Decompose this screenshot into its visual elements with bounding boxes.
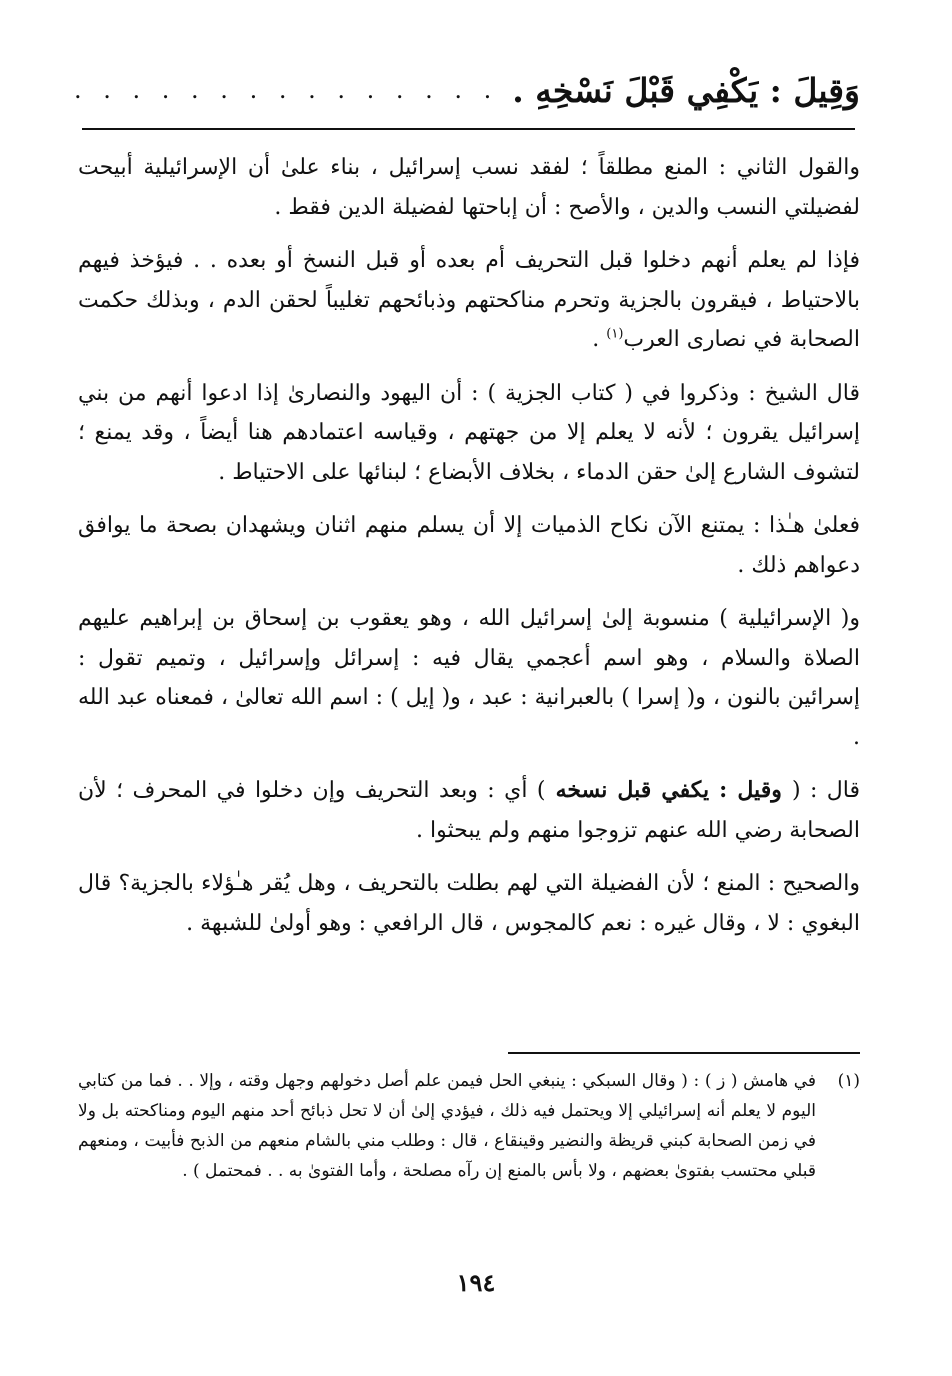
footnote-text: في هامش ( ز ) : ( وقال السبكي : ينبغي الحل فيمن علم أصل دخولهم وجهل وقته ، وإلا . . فما من كتابي اليوم لا يعلم أنه إسرائيلي إلا ويحتمل فيه ذلك ، فيؤدي إلىٰ أن لا تحل ذبائح أحد منهم اليوم ومناكحته بل ولا في زمن الصحابة كبني قريظة والنضير وقينقاع ، قال : وطلب مني بالشام منعهم من الذبح فأبيت ، ومنعهم قبلي محتسب بفتوىٰ بعضهم ، ولا بأس بالمنع إن رآه مصلحة ، وأما الفتوىٰ به . . فمحتمل ) .	[78, 1071, 816, 1181]
paragraph	[78, 241, 860, 360]
header-divider	[82, 128, 855, 130]
main-text	[78, 148, 860, 957]
footnote-reference: (١)	[606, 326, 624, 342]
quoted-matn: وقيل : يكفي قبل نسخه	[545, 777, 792, 803]
quoted-matn-paragraph	[78, 771, 860, 850]
quote-commentary: ) أي : وبعد التحريف وإن دخلوا في المحرف ؛ لأن الصحابة رضي الله عنهم تزوجوا منهم ولم يبحثوا .	[78, 778, 860, 843]
footnote-number: (١)	[837, 1071, 860, 1091]
footnote-divider	[508, 1052, 860, 1054]
paragraph-text: فإذا لم يعلم أنهم دخلوا قبل التحريف أم بعده أو قبل النسخ أو بعده . . فيؤخذ فيهم بالاحتياط ، فيقرون بالجزية وتحرم مناكحتهم وذبائحهم تغليباً لحقن الدم ، وبذلك حكمت الصحابة في نصارى العرب	[78, 248, 860, 352]
page-number: ١٩٤	[456, 1268, 496, 1297]
running-header	[74, 62, 860, 118]
paragraph: فعلىٰ هـٰذا : يمتنع الآن نكاح الذميات إلا أن يسلم منهم اثنان ويشهدان بصحة ما يوافق دعواهم ذلك .	[78, 513, 860, 578]
quote-prefix: قال : (	[791, 778, 860, 803]
paragraph: و( الإسرائيلية ) منسوبة إلىٰ إسرائيل الله ، وهو يعقوب بن إسحاق بن إبراهيم عليهم الصلاة والسلام ، وهو اسم أعجمي يقال فيه : إسرائل وإسرائيل ، وتميم تقول : إسرائين بالنون ، و( إسرا ) بالعبرانية : عبد ، و( إيل ) : اسم الله تعالىٰ ، فمعناه عبد الله .	[78, 606, 860, 750]
footnote	[78, 1066, 860, 1186]
paragraph-end: .	[592, 327, 607, 352]
paragraph: والقول الثاني : المنع مطلقاً ؛ لفقد نسب إسرائيل ، بناء علىٰ أن الإسرائيلية أبيحت لفضيلتي النسب والدين ، والأصح : أن إباحتها لفضيلة الدين فقط .	[78, 155, 860, 220]
header-dots: . . . . . . . . . . . . . . .	[74, 76, 499, 104]
header-title: وَقِيلَ : يَكْفِي قَبْلَ نَسْخِهِ .	[512, 70, 860, 110]
paragraph: والصحيح : المنع ؛ لأن الفضيلة التي لهم بطلت بالتحريف ، وهل يُقر هـٰؤلاء بالجزية؟ قال البغوي : لا ، وقال غيره : نعم كالمجوس ، قال الرافعي : وهو أولىٰ للشبهة .	[78, 871, 860, 936]
paragraph: قال الشيخ : وذكروا في ( كتاب الجزية ) : أن اليهود والنصارىٰ إذا ادعوا أنهم من بني إسرائيل يقرون ؛ لأنه لا يعلم إلا من جهتهم ، وقياسه اعتمادهم هنا أيضاً ، وقد يمنع ؛ لتشوف الشارع إلىٰ حقن الدماء ، بخلاف الأبضاع ؛ لبنائها على الاحتياط .	[78, 380, 860, 485]
